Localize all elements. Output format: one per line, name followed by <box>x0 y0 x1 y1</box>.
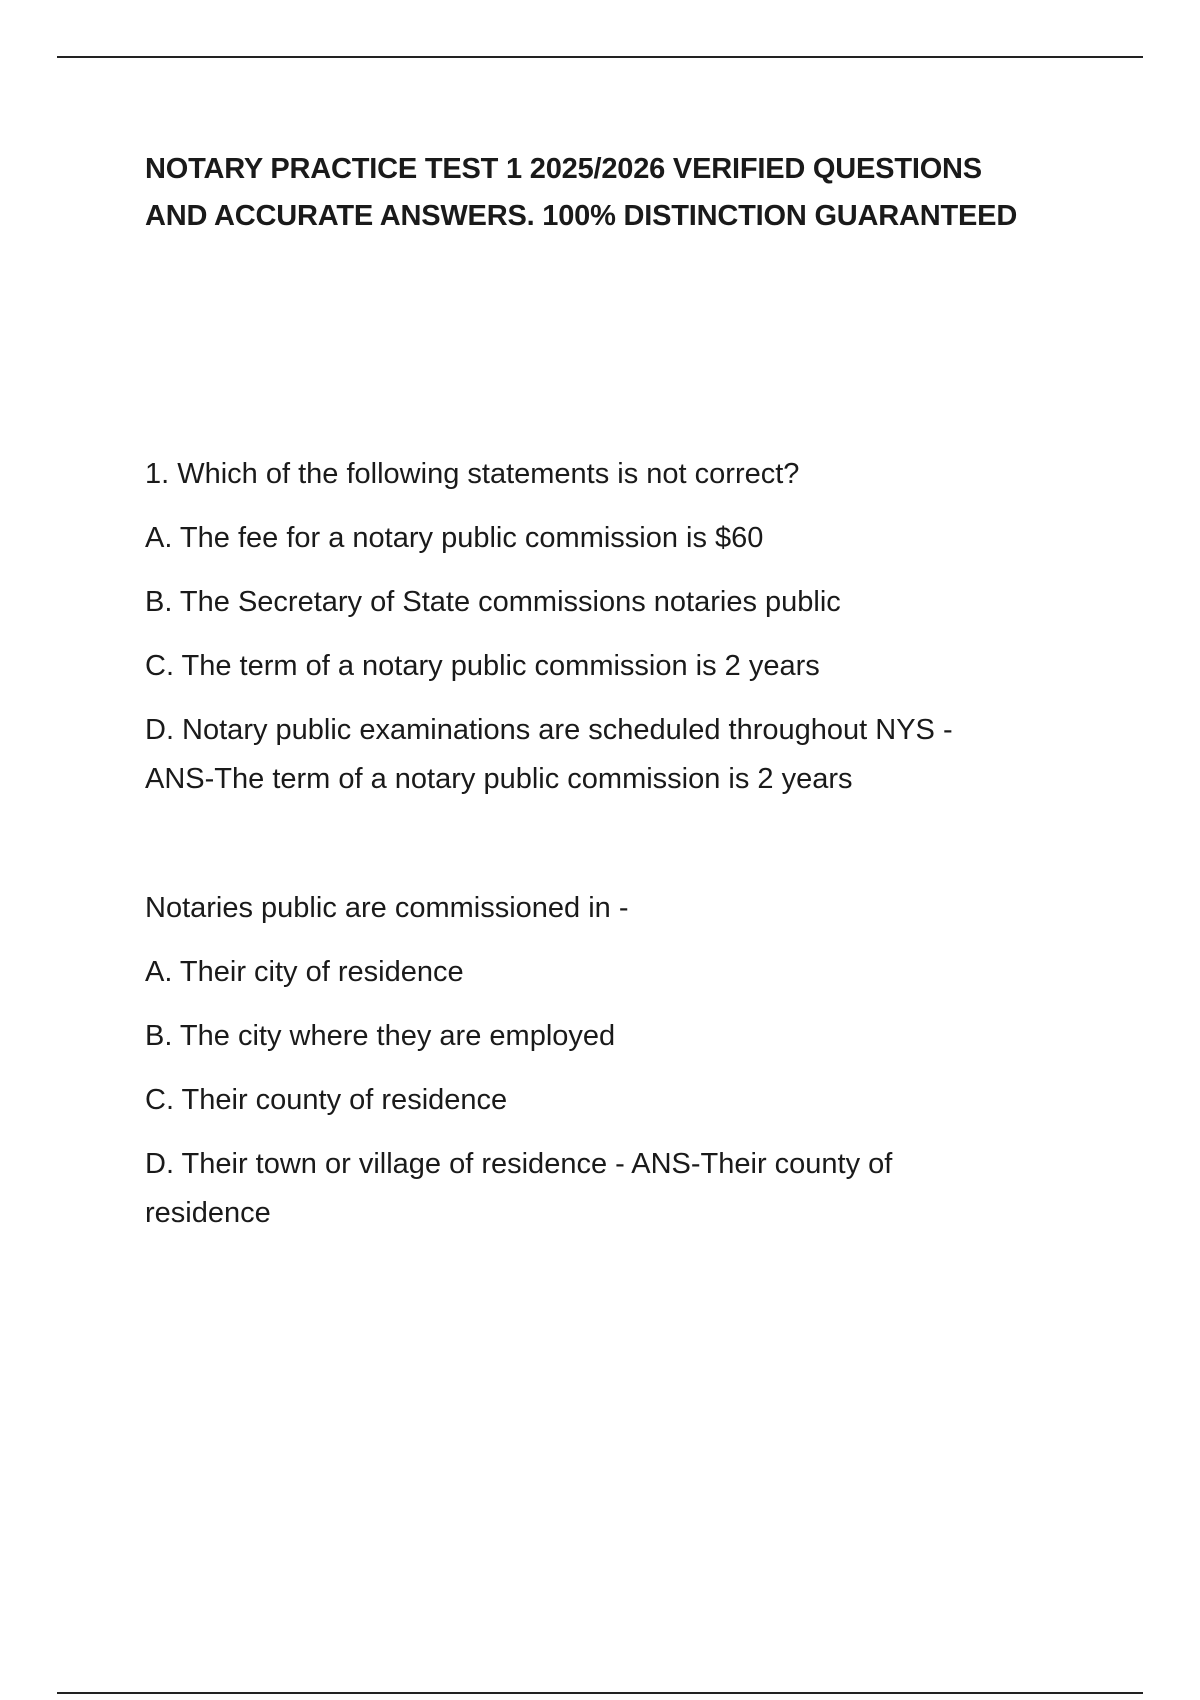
question-block-2 <box>145 884 1085 1238</box>
question-prompt: 1. Which of the following statements is not correct? <box>145 458 800 490</box>
title-line-1: NOTARY PRACTICE TEST 1 2025/2026 VERIFIED QUESTIONS <box>145 153 982 185</box>
option-b: B. The Secretary of State commissions notaries public <box>145 586 841 618</box>
option-b: B. The city where they are employed <box>145 1020 616 1052</box>
option-a: A. Their city of residence <box>145 956 464 988</box>
title-line-2: AND ACCURATE ANSWERS. 100% DISTINCTION GUARANTEED <box>145 200 1018 232</box>
option-a: A. The fee for a notary public commission is $60 <box>145 522 764 554</box>
question-block-1 <box>145 450 1085 804</box>
document-title <box>145 146 1085 240</box>
question-prompt: Notaries public are commissioned in - <box>145 892 629 924</box>
document-body <box>145 450 1085 1253</box>
top-divider <box>57 56 1143 58</box>
bottom-divider <box>57 1692 1143 1694</box>
option-c: C. The term of a notary public commission is 2 years <box>145 650 820 682</box>
option-d: D. Notary public examinations are scheduled throughout NYS - <box>145 714 953 746</box>
answer-line: ANS-The term of a notary public commission is 2 years <box>145 763 853 795</box>
answer-line: residence <box>145 1197 271 1229</box>
option-d: D. Their town or village of residence - ANS-Their county of <box>145 1148 893 1180</box>
option-c: C. Their county of residence <box>145 1084 508 1116</box>
